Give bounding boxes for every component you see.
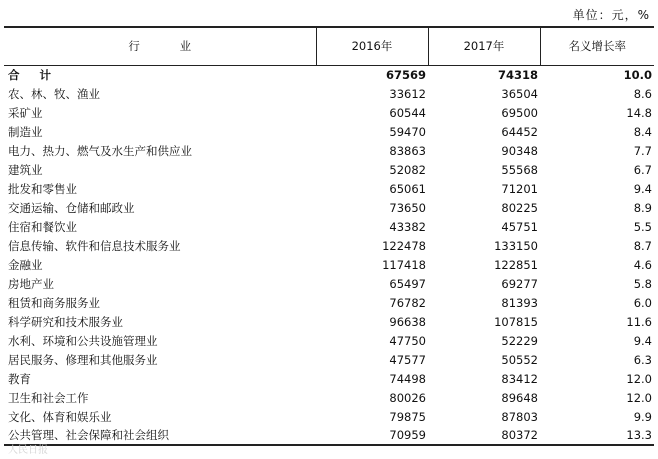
industry-cell: 公共管理、社会保障和社会组织 [4, 426, 316, 445]
value-2017-cell: 45751 [501, 219, 538, 234]
table-row [4, 255, 654, 274]
industry-cell: 房地产业 [8, 276, 54, 291]
growth-cell: 9.4 [633, 181, 652, 196]
value-2017-cell: 107815 [494, 314, 538, 329]
table-row [4, 179, 654, 198]
table-row [4, 293, 654, 312]
table-row [4, 103, 654, 122]
value-2017-cell: 122851 [494, 257, 538, 272]
table-row [4, 388, 654, 407]
growth-cell: 6.7 [633, 162, 652, 177]
growth-cell: 9.9 [633, 409, 652, 424]
value-2016-cell: 83863 [389, 143, 426, 158]
value-2017-cell: 83412 [501, 371, 538, 386]
growth-cell: 14.8 [626, 105, 652, 120]
growth-cell: 8.4 [633, 124, 652, 139]
growth-cell: 12.0 [626, 390, 652, 405]
table-row [4, 331, 654, 350]
value-2017-cell: 36504 [501, 86, 538, 101]
growth-cell: 5.5 [633, 219, 652, 234]
industry-cell: 制造业 [8, 124, 43, 139]
table-row [4, 236, 654, 255]
industry-cell: 批发和零售业 [8, 181, 77, 196]
industry-cell: 农、林、牧、渔业 [8, 86, 100, 101]
value-2016-cell: 59470 [389, 124, 426, 139]
growth-cell: 9.4 [633, 333, 652, 348]
table-row [4, 160, 654, 179]
growth-cell: 8.9 [633, 200, 652, 215]
industry-cell: 水利、环境和公共设施管理业 [8, 333, 158, 348]
table-row [4, 274, 654, 293]
industry-cell: 信息传输、软件和信息技术服务业 [8, 238, 181, 253]
value-2016-cell: 47750 [389, 333, 426, 348]
industry-cell: 交通运输、仓储和邮政业 [8, 200, 135, 215]
table-row [4, 407, 654, 426]
value-2017-cell: 69500 [501, 105, 538, 120]
wage-table [4, 26, 654, 446]
value-2016-cell: 65497 [389, 276, 426, 291]
value-2017-cell: 90348 [501, 143, 538, 158]
unit-label: 单位：元，% [572, 8, 650, 22]
value-2017-cell: 80372 [428, 426, 540, 445]
value-2016-cell: 33612 [389, 86, 426, 101]
growth-cell: 6.3 [633, 352, 652, 367]
industry-cell: 文化、体育和娱乐业 [8, 409, 112, 424]
value-2017-cell: 55568 [501, 162, 538, 177]
header-growth: 名义增长率 [540, 27, 654, 65]
value-2017-cell: 71201 [501, 181, 538, 196]
value-2016-cell: 67569 [385, 67, 426, 82]
value-2016-cell: 96638 [389, 314, 426, 329]
table-row [4, 312, 654, 331]
value-2016-cell: 60544 [389, 105, 426, 120]
table-row [4, 141, 654, 160]
industry-cell: 住宿和餐饮业 [8, 219, 77, 234]
industry-cell: 居民服务、修理和其他服务业 [8, 352, 158, 367]
value-2017-cell: 133150 [494, 238, 538, 253]
industry-cell: 合 计 [8, 67, 60, 82]
value-2017-cell: 52229 [501, 333, 538, 348]
table-row [4, 426, 654, 445]
value-2016-cell: 70959 [316, 426, 428, 445]
value-2017-cell: 50552 [501, 352, 538, 367]
value-2017-cell: 87803 [501, 409, 538, 424]
value-2016-cell: 117418 [382, 257, 426, 272]
industry-cell: 采矿业 [8, 105, 43, 120]
header-industry: 行 业 [4, 27, 316, 65]
growth-cell: 5.8 [633, 276, 652, 291]
value-2016-cell: 80026 [389, 390, 426, 405]
table-row [4, 84, 654, 103]
value-2016-cell: 76782 [389, 295, 426, 310]
industry-cell: 建筑业 [8, 162, 43, 177]
table-row [4, 122, 654, 141]
header-2016: 2016年 [316, 27, 428, 65]
industry-cell: 卫生和社会工作 [8, 390, 89, 405]
growth-cell: 7.7 [633, 143, 652, 158]
growth-cell: 12.0 [626, 371, 652, 386]
value-2017-cell: 64452 [501, 124, 538, 139]
growth-cell: 4.6 [633, 257, 652, 272]
industry-cell: 教育 [8, 371, 31, 386]
value-2017-cell: 80225 [501, 200, 538, 215]
value-2016-cell: 43382 [389, 219, 426, 234]
value-2017-cell: 89648 [501, 390, 538, 405]
value-2017-cell: 69277 [501, 276, 538, 291]
table-row [4, 198, 654, 217]
table-row [4, 350, 654, 369]
value-2016-cell: 79875 [389, 409, 426, 424]
growth-cell: 6.0 [633, 295, 652, 310]
value-2016-cell: 74498 [389, 371, 426, 386]
table-row [4, 369, 654, 388]
value-2017-cell: 74318 [497, 67, 538, 82]
growth-cell: 13.3 [540, 426, 654, 445]
table-row-total [4, 65, 654, 84]
growth-cell: 8.7 [633, 238, 652, 253]
value-2016-cell: 52082 [389, 162, 426, 177]
value-2017-cell: 81393 [501, 295, 538, 310]
industry-cell: 金融业 [8, 257, 43, 272]
watermark: 人民日报 [8, 445, 48, 456]
industry-cell: 科学研究和技术服务业 [8, 314, 123, 329]
industry-cell: 租赁和商务服务业 [8, 295, 100, 310]
value-2016-cell: 65061 [389, 181, 426, 196]
growth-cell: 8.6 [633, 86, 652, 101]
header-2017: 2017年 [428, 27, 540, 65]
value-2016-cell: 73650 [389, 200, 426, 215]
table-row [4, 217, 654, 236]
table-header-row [4, 27, 654, 65]
growth-cell: 11.6 [626, 314, 652, 329]
value-2016-cell: 47577 [389, 352, 426, 367]
growth-cell: 10.0 [623, 67, 652, 82]
industry-cell: 电力、热力、燃气及水生产和供应业 [8, 143, 192, 158]
value-2016-cell: 122478 [382, 238, 426, 253]
